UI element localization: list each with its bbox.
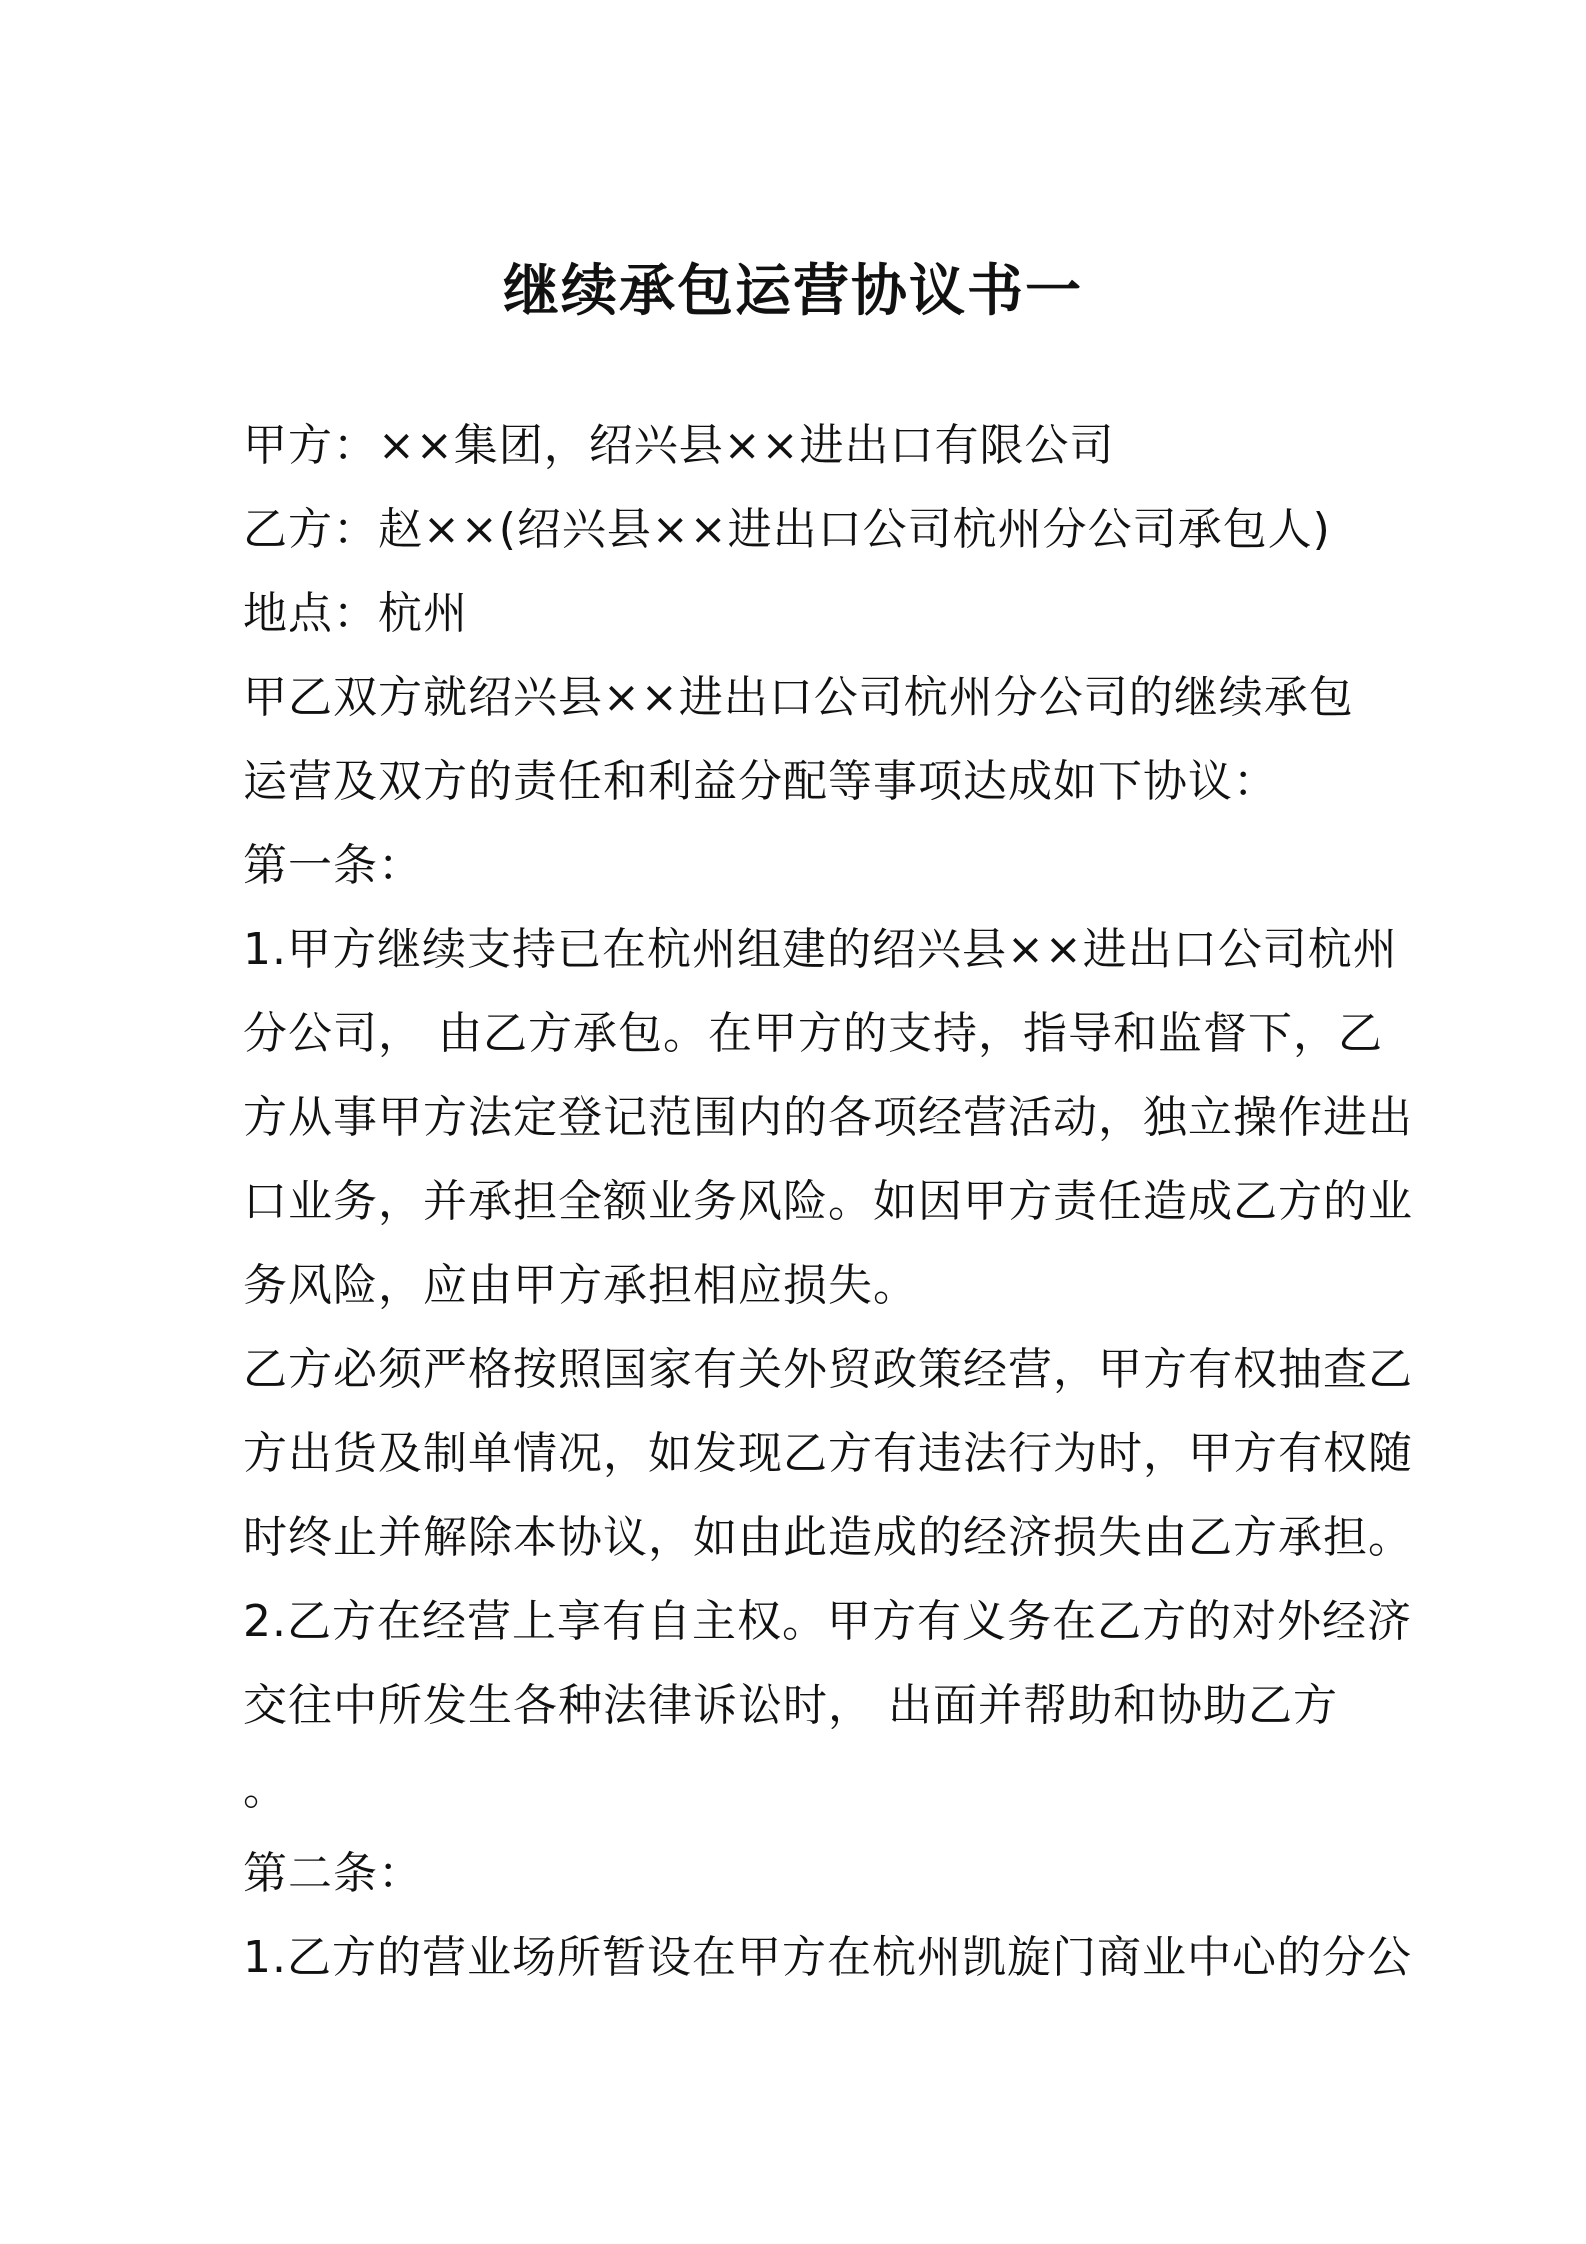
document-body (243, 404, 1413, 2000)
text-line: 方从事甲方法定登记范围内的各项经营活动，独立操作进出 (243, 1092, 1413, 1143)
text-line: 乙方：赵××(绍兴县××进出口公司杭州分公司承包人) (243, 504, 1331, 555)
text-line: 方出货及制单情况，如发现乙方有违法行为时，甲方有权随 (243, 1428, 1413, 1479)
text-line: 甲方：××集团，绍兴县××进出口有限公司 (243, 420, 1115, 471)
text-line: 务风险，应由甲方承担相应损失。 (243, 1260, 918, 1311)
text-line: 。 (243, 1764, 288, 1815)
text-line: 第二条： (243, 1848, 423, 1899)
text-line: 交往中所发生各种法律诉讼时， 出面并帮助和协助乙方 (243, 1680, 1338, 1731)
text-line: 地点：杭州 (243, 588, 468, 639)
text-line: 第一条： (243, 840, 423, 891)
text-line: 2.乙方在经营上享有自主权。甲方有义务在乙方的对外经济 (243, 1596, 1412, 1647)
text-line: 运营及双方的责任和利益分配等事项达成如下协议： (243, 756, 1278, 807)
text-line: 分公司， 由乙方承包。在甲方的支持，指导和监督下，乙 (243, 1008, 1383, 1059)
text-line: 1.乙方的营业场所暂设在甲方在杭州凯旋门商业中心的分公 (243, 1932, 1412, 1983)
text-line: 口业务，并承担全额业务风险。如因甲方责任造成乙方的业 (243, 1176, 1413, 1227)
document-title: 继续承包运营协议书一 (503, 259, 1083, 324)
text-line: 甲乙双方就绍兴县××进出口公司杭州分公司的继续承包 (243, 672, 1354, 723)
text-line: 乙方必须严格按照国家有关外贸政策经营，甲方有权抽查乙 (243, 1344, 1413, 1395)
text-line: 时终止并解除本协议，如由此造成的经济损失由乙方承担。 (243, 1512, 1413, 1563)
text-line: 1.甲方继续支持已在杭州组建的绍兴县××进出口公司杭州 (243, 924, 1398, 975)
